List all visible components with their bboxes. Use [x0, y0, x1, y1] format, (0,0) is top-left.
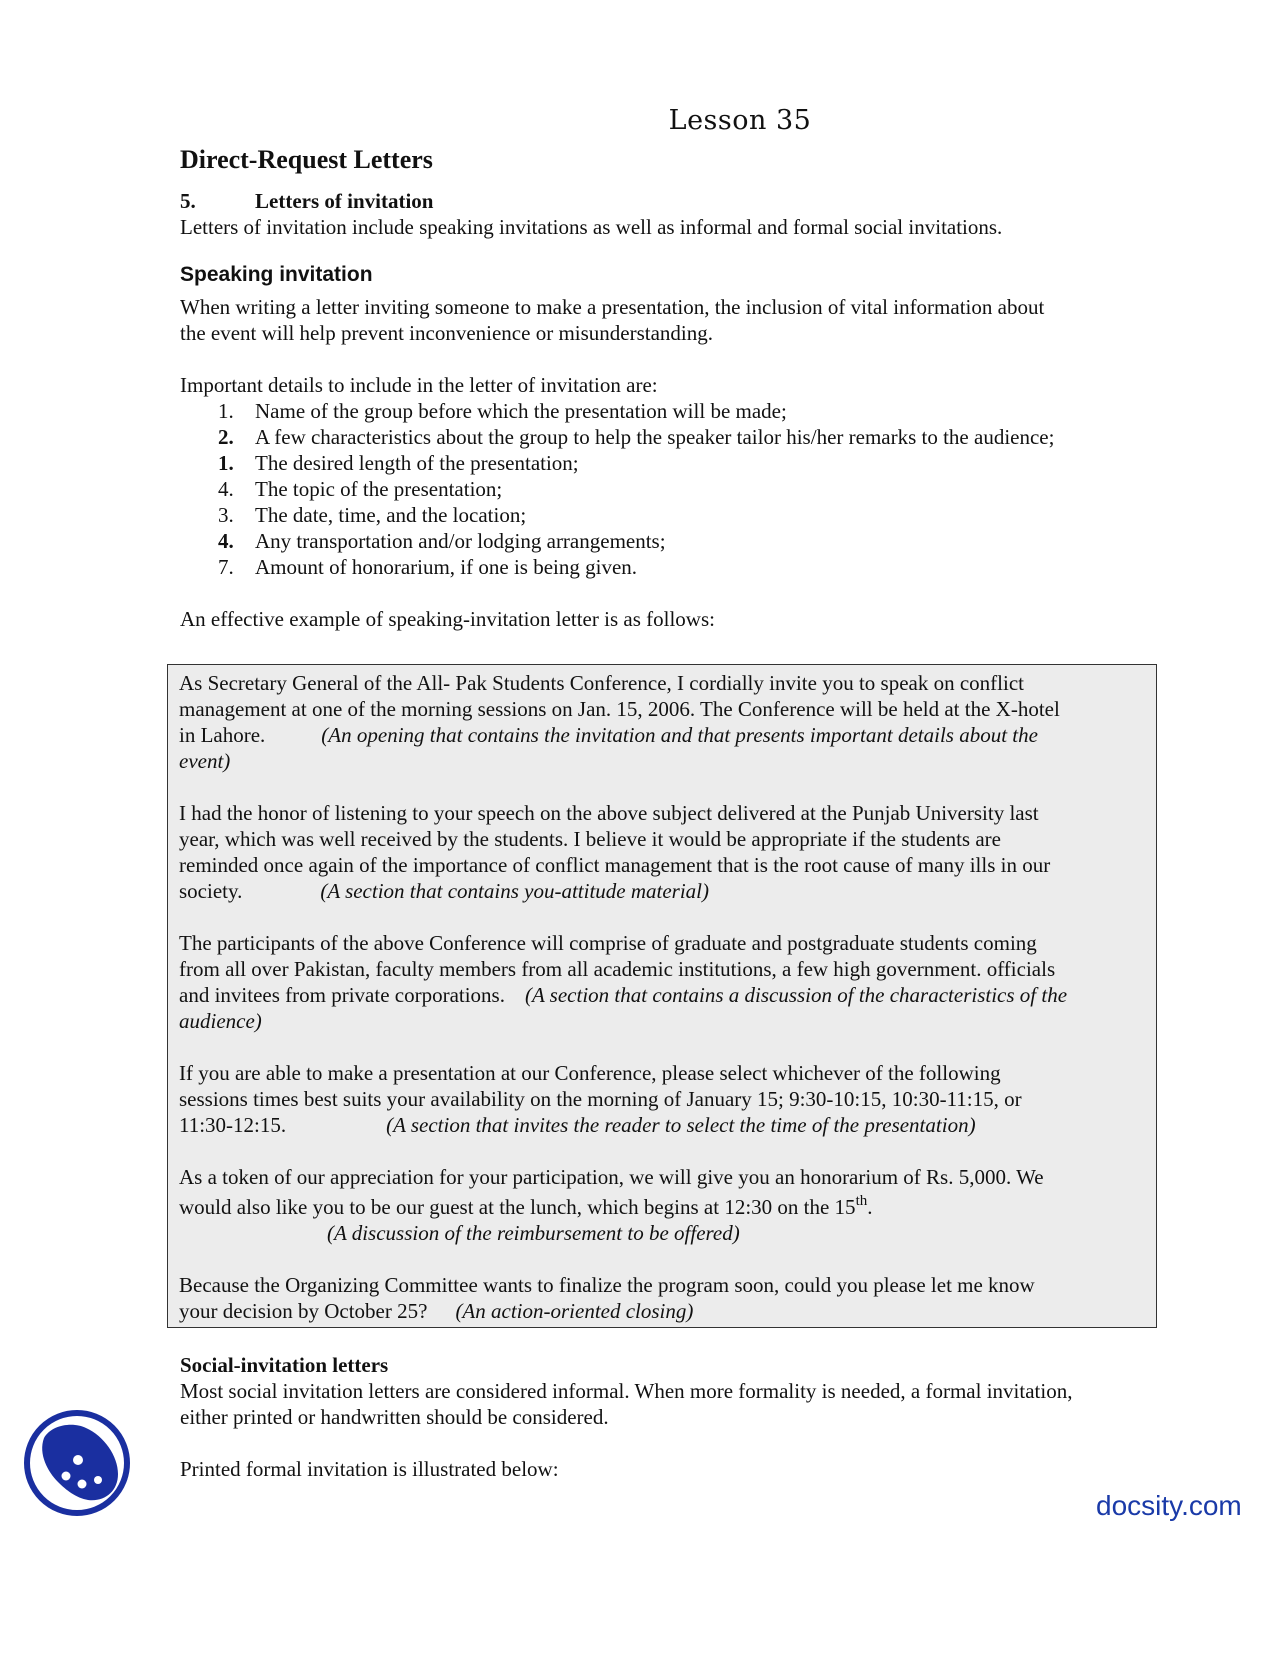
list-item — [218, 476, 1160, 502]
list-text: The date, time, and the location; — [255, 503, 527, 527]
list-item — [218, 398, 1160, 424]
annotation: (A section that contains you-attitude material) — [320, 879, 710, 903]
letter-line: year, which was well received by the students. I believe it would be appropriate if the students are — [179, 827, 1001, 851]
annotation: (A discussion of the reimbursement to be offered) — [327, 1221, 740, 1245]
section-heading-invitation — [180, 188, 1160, 214]
list-text: Any transportation and/or lodging arrangements; — [255, 529, 666, 553]
social-invitation-section — [180, 1352, 1160, 1482]
section-number: 5. — [180, 189, 196, 213]
letter-line — [179, 1194, 1145, 1220]
letter-line: management at one of the morning sessions on Jan. 15, 2006. The Conference will be held at the X-hotel — [179, 697, 1060, 721]
docsity-logo-icon — [22, 1408, 132, 1518]
list-item — [218, 450, 1160, 476]
list-number: 7. — [218, 555, 234, 579]
list-item — [218, 528, 1160, 554]
annotation: event) — [179, 749, 231, 773]
list-text: The desired length of the presentation; — [255, 451, 579, 475]
letter-text: your decision by October 25? — [179, 1299, 428, 1323]
letter-line — [179, 1298, 1145, 1324]
letter-text: and invitees from private corporations. — [179, 983, 505, 1007]
annotation: (An action-oriented closing) — [455, 1299, 694, 1323]
letter-text: in Lahore. — [179, 723, 266, 747]
annotation: (An opening that contains the invitation and that presents important details about the — [321, 723, 1038, 747]
speaking-intro-line-1: When writing a letter inviting someone to make a presentation, the inclusion of vital information about — [180, 295, 1045, 319]
letter-line: If you are able to make a presentation at our Conference, please select whichever of the following — [179, 1061, 1001, 1085]
list-number: 1. — [218, 399, 234, 423]
letter-text: . — [867, 1195, 873, 1219]
list-text: Amount of honorarium, if one is being given. — [255, 555, 638, 579]
list-text: Name of the group before which the presentation will be made; — [255, 399, 787, 423]
lesson-number: Lesson 35 — [668, 105, 812, 136]
list-text: A few characteristics about the group to help the speaker tailor his/her remarks to the audience; — [255, 425, 1055, 449]
letter-line: As Secretary General of the All- Pak Students Conference, I cordially invite you to speak on conflict — [179, 671, 1025, 695]
annotation: audience) — [179, 1009, 262, 1033]
list-number: 1. — [218, 451, 234, 475]
list-number: 2. — [218, 425, 234, 449]
letter-line: reminded once again of the importance of conflict management that is the root cause of many ills in our — [179, 853, 1051, 877]
document-page — [180, 104, 1160, 632]
list-item — [218, 502, 1160, 528]
letter-line — [179, 722, 1145, 748]
letter-line — [179, 878, 1145, 904]
ordinal-superscript: th — [855, 1193, 868, 1209]
letter-line: Because the Organizing Committee wants to finalize the program soon, could you please let me know — [179, 1273, 1035, 1297]
social-line-1: Most social invitation letters are considered informal. When more formality is needed, a formal invitation, — [180, 1379, 1073, 1403]
social-heading: Social-invitation letters — [180, 1353, 389, 1377]
letter-line: from all over Pakistan, faculty members from all academic institutions, a few high government. officials — [179, 957, 1056, 981]
letter-line: The participants of the above Conference will comprise of graduate and postgraduate students coming — [179, 931, 1037, 955]
annotation: (A section that invites the reader to select the time of the presentation) — [386, 1113, 976, 1137]
letter-line — [179, 1008, 1145, 1034]
details-lead: Important details to include in the letter of invitation are: — [180, 373, 658, 397]
letter-line — [179, 982, 1145, 1008]
letter-line — [179, 748, 1145, 774]
section-intro: Letters of invitation include speaking invitations as well as informal and formal social invitations. — [180, 215, 1003, 239]
speaking-intro-line-2: the event will help prevent inconvenience or misunderstanding. — [180, 321, 714, 345]
letter-text: society. — [179, 879, 243, 903]
letter-line: sessions times best suits your availability on the morning of January 15; 9:30-10:15, 10:30-11:15, or — [179, 1087, 1022, 1111]
letter-line: I had the honor of listening to your speech on the above subject delivered at the Punjab University last — [179, 801, 1039, 825]
section-title: Letters of invitation — [255, 189, 434, 213]
social-line-3: Printed formal invitation is illustrated below: — [180, 1457, 559, 1481]
list-number: 4. — [218, 477, 234, 501]
list-number: 4. — [218, 529, 234, 553]
letter-text: 11:30-12:15. — [179, 1113, 287, 1137]
letter-line — [179, 1220, 1145, 1246]
list-text: The topic of the presentation; — [255, 477, 503, 501]
list-item — [218, 554, 1160, 580]
annotation: (A section that contains a discussion of the characteristics of the — [524, 983, 1068, 1007]
speaking-invitation-heading: Speaking invitation — [180, 263, 373, 286]
details-list — [180, 398, 1160, 580]
letter-line: As a token of our appreciation for your participation, we will give you an honorarium of Rs. 5,000. We — [179, 1165, 1044, 1189]
letter-text: would also like you to be our guest at the lunch, which begins at 12:30 on the 15 — [179, 1195, 856, 1219]
letter-line — [179, 1112, 1145, 1138]
docsity-brand-link[interactable]: docsity.com — [1096, 1490, 1242, 1521]
social-line-2: either printed or handwritten should be considered. — [180, 1405, 609, 1429]
list-number: 3. — [218, 503, 234, 527]
list-item — [218, 424, 1160, 450]
example-lead: An effective example of speaking-invitation letter is as follows: — [180, 607, 715, 631]
page-title: Direct-Request Letters — [180, 145, 433, 174]
example-letter-box — [167, 664, 1157, 1328]
